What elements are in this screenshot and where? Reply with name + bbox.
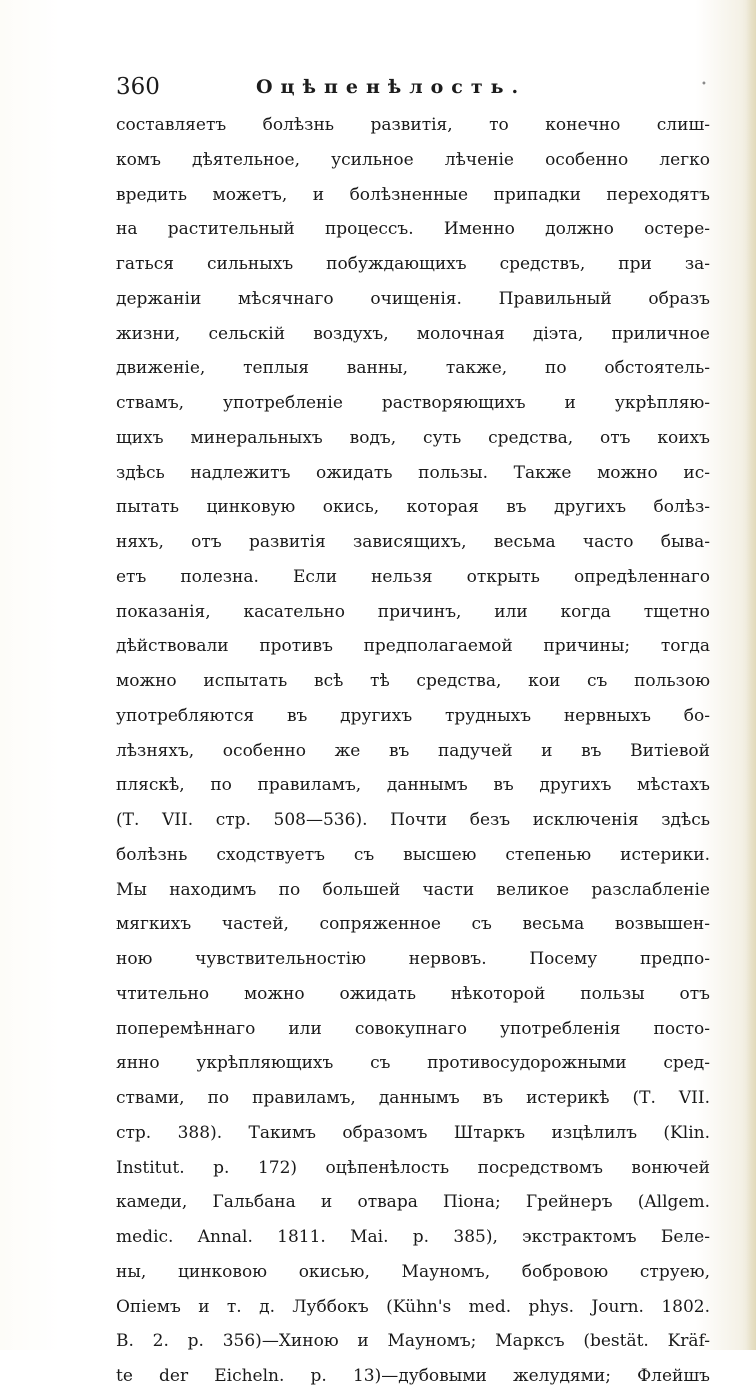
text-line: ствами, по правиламъ, даннымъ въ истерикѣ (Т. VII.	[116, 1088, 710, 1108]
text-line: Institut. p. 172) оцѣпенѣлость посредствомъ вонючей	[116, 1157, 710, 1178]
text-line: янно укрѣпляющихъ съ противосудорожными сред-	[116, 1053, 710, 1074]
page-edge-shadow	[746, 0, 756, 1350]
text-line: болѣзнь сходствуетъ съ высшею степенью истерики.	[116, 844, 710, 865]
text-line: стр. 388). Такимъ образомъ Штаркъ изцѣлилъ (Klin.	[116, 1122, 710, 1143]
text-line: поперемѣннаго или совокупнаго употребленія посто-	[116, 1018, 710, 1039]
text-line: ны, цинковою окисью, Мауномъ, бобровою струею,	[116, 1261, 710, 1282]
text-line: на растительный процессъ. Именно должно остере-	[116, 219, 710, 240]
text-line: B. 2. p. 356)—Хиною и Мауномъ; Марксъ (bestät. Kräf-	[116, 1331, 710, 1352]
text-line: лѣзняхъ, особенно же въ падучей и въ Витіевой	[116, 740, 710, 761]
page-header	[116, 70, 710, 104]
text-line: Опіемъ и т. д. Луббокъ (Kühn's med. phys. Journ. 1802.	[116, 1296, 710, 1317]
text-line: жизни, сельскій воздухъ, молочная діэта, приличное	[116, 323, 710, 344]
text-line: здѣсь надлежитъ ожидать пользы. Также можно ис-	[116, 462, 710, 483]
text-line: составляетъ болѣзнь развитія, то конечно слиш-	[116, 115, 710, 135]
text-line: пытать цинковую окись, которая въ другихъ болѣз-	[116, 497, 710, 518]
text-line: (Т. VII. стр. 508—536). Почти безъ исключенія здѣсь	[116, 810, 710, 830]
body-text	[116, 108, 710, 1394]
text-line: Мы находимъ по большей части великое разслабленіе	[116, 879, 710, 900]
text-line: держаніи мѣсячнаго очищенія. Правильный образъ	[116, 288, 710, 309]
text-line: чтительно можно ожидать нѣкоторой пользы отъ	[116, 983, 710, 1004]
text-line: комъ дѣятельное, усильное лѣченіе особенно легко	[116, 149, 710, 170]
text-line: показанія, касательно причинъ, или когда тщетно	[116, 601, 710, 622]
text-line: можно испытать всѣ тѣ средства, кои съ пользою	[116, 671, 710, 691]
text-line: ною чувствительностію нервовъ. Посему предпо-	[116, 949, 710, 969]
running-title: Оцѣпенѣлость.	[256, 76, 527, 98]
text-line: етъ полезна. Если нельзя открыть опредѣленнаго	[116, 566, 710, 587]
text-line: te der Eicheln. p. 13)—дубовыми желудями; Флейшъ	[116, 1366, 710, 1386]
page-number: 360	[116, 74, 160, 100]
text-line: мягкихъ частей, сопряженное съ весьма возвышен-	[116, 914, 710, 935]
text-line: няхъ, отъ развитія зависящихъ, весьма часто быва-	[116, 532, 710, 552]
ink-mark: •	[701, 79, 707, 90]
text-line: пляскѣ, по правиламъ, даннымъ въ другихъ мѣстахъ	[116, 775, 710, 796]
text-line: дѣйствовали противъ предполагаемой причины; тогда	[116, 636, 710, 657]
text-line: движеніе, теплыя ванны, также, по обстоятель-	[116, 358, 710, 379]
text-line: гаться сильныхъ побуждающихъ средствъ, при за-	[116, 254, 710, 274]
text-line: вредить можетъ, и болѣзненные припадки переходятъ	[116, 184, 710, 205]
text-line: ствамъ, употребленіе растворяющихъ и укрѣпляю-	[116, 393, 710, 413]
text-line: medic. Annal. 1811. Mai. p. 385), экстрактомъ Беле-	[116, 1227, 710, 1247]
text-line: щихъ минеральныхъ водъ, суть средства, отъ коихъ	[116, 427, 710, 448]
text-line: употребляются въ другихъ трудныхъ нервныхъ бо-	[116, 705, 710, 726]
text-line: камеди, Гальбана и отвара Піона; Грейнеръ (Allgem.	[116, 1192, 710, 1213]
